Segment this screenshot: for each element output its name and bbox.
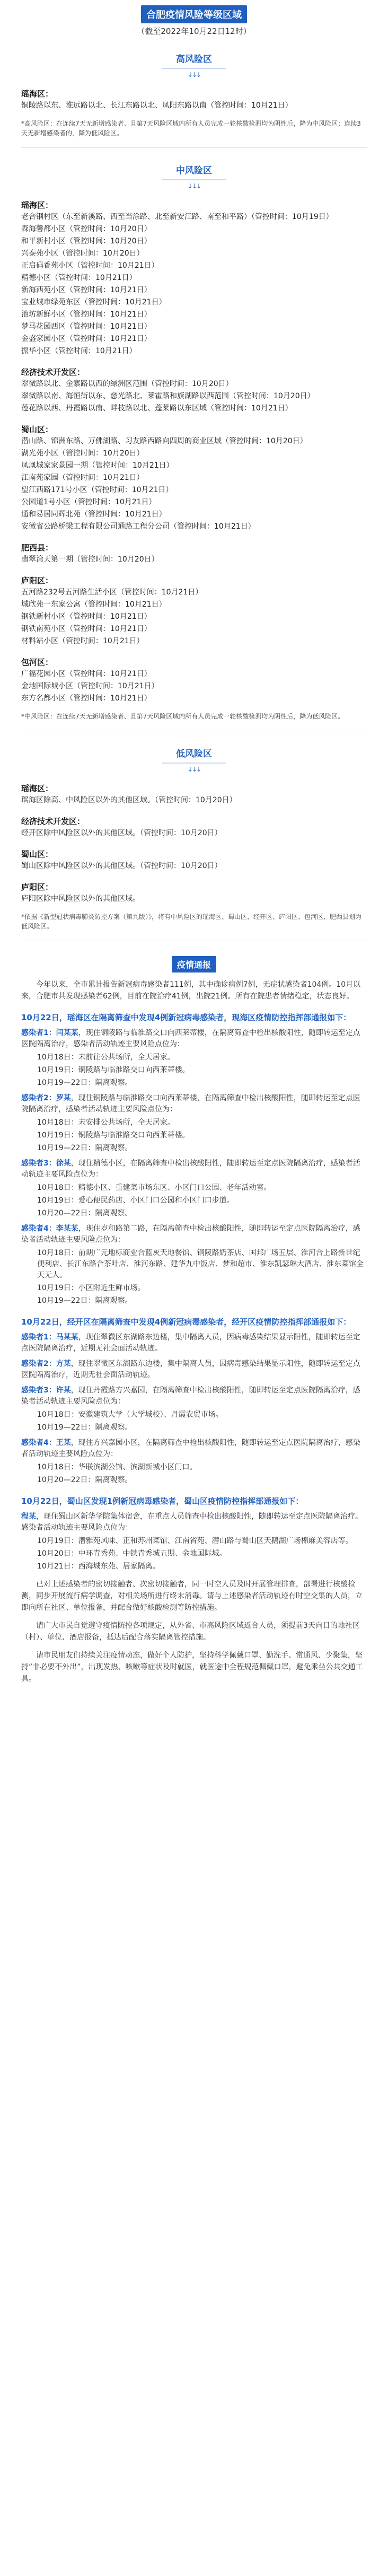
district-name: 瑶海区： bbox=[21, 200, 54, 210]
area-item: 翠微路以南、海恒街以东、慈光路北、莱霍路和旗湖路以西范围（管控时间：10月20日） bbox=[21, 392, 315, 400]
area-item: 老合钢村区（东至新溪路、西至当涂路、北至新安江路、南至和平路）（管控时间：10月19日） bbox=[21, 213, 333, 221]
case-name: 感染者4：李某某 bbox=[21, 1224, 78, 1233]
district-name: 肥西县： bbox=[21, 543, 54, 553]
case-entry bbox=[21, 1223, 367, 1246]
area-item: 翡翠湾天第一期（管控时间：10月20日） bbox=[21, 555, 159, 564]
high-risk-label: 高风险区 bbox=[176, 54, 212, 65]
track-item: 10月18日：未前往公共场所，全天居家。 bbox=[37, 1053, 175, 1062]
district-name: 蜀山区： bbox=[21, 425, 54, 434]
area-item: 金盛家园小区（管控时间：10月21日） bbox=[21, 335, 152, 343]
case-desc: ，现住铜陵路与临淮路交口向西莱蒂楼，在隔离筛查中检出核酸阳性，随即转运至定点医院隔离治疗，感染者活动轨迹主要风险点位为： bbox=[21, 1094, 360, 1114]
track-item: 10月18日：前期广元地标商业合蓝灰天地餐馆、铜陵路奶茶店、国邦广场五层、淮河合上路新世纪便利店、长江东路合茶叶店、淮河东路、建华九中饭店、梦和超市、淮东凯瑟琳大酒店、淮东菜馆全天无人。 bbox=[37, 1249, 364, 1280]
area-item: 新海西苑小区（管控时间：10月21日） bbox=[21, 286, 152, 294]
area-item: 城欣苑一东家公寓（管控时间：10月21日） bbox=[21, 600, 166, 609]
track-item: 10月20—22日：隔离观察。 bbox=[37, 1476, 133, 1484]
track-item: 10月18日：精德小区、重建菜市场东区、小区门口公园、老年活动室。 bbox=[37, 1184, 271, 1192]
area-item: 梦马花园西区（管控时间：10月21日） bbox=[21, 322, 152, 331]
chevron-down-icon: ↓↓↓ bbox=[187, 766, 201, 773]
area-item: 精德小区（管控时间：10月21日） bbox=[21, 274, 137, 282]
track-item: 10月18日：安徽建筑大学（大学城校）、丹霞农贸市场。 bbox=[37, 1410, 223, 1419]
case-entry bbox=[21, 1385, 367, 1407]
page-title: 合肥疫情风险等级区域 bbox=[141, 5, 247, 23]
track-item: 10月19—22日：隔离观察。 bbox=[37, 1423, 133, 1432]
case-desc: ，现住精德小区，在隔离筛查中检出核酸阳性，随即转运至定点医院隔离治疗，感染者活动轨迹主要风险点位为： bbox=[21, 1159, 360, 1179]
case-entry bbox=[21, 1438, 367, 1460]
area-item: 凤凰城家家景园一期（管控时间：10月21日） bbox=[21, 461, 174, 470]
low-risk-header bbox=[0, 746, 388, 773]
area-item: 兴泰苑小区（管控时间：10月20日） bbox=[21, 249, 144, 258]
case-entry bbox=[21, 1028, 367, 1050]
area-item: 五河路232号五河路生活小区（管控时间：10月21日） bbox=[21, 588, 203, 597]
low-risk-label: 低风险区 bbox=[176, 749, 212, 759]
area-item: 湖光苑小区（管控时间：10月20日） bbox=[21, 449, 144, 458]
district-name: 蜀山区： bbox=[21, 849, 54, 859]
medium-risk-label: 中风险区 bbox=[176, 165, 212, 176]
case-desc: ，现住方兴嘉园小区，在隔离筛查中检出核酸阳性，随即转运至定点医院隔离治疗，感染者活动轨迹主要风险点位为： bbox=[21, 1439, 360, 1458]
area-item: 金地国际城小区（管控时间：10月21日） bbox=[21, 682, 159, 690]
closing-paragraph: 请市民朋友们持续关注疫情动态，做好个人防护，坚持科学佩戴口罩、勤洗手、常通风、少聚集，坚持“非必要不外出”，出现发热、咳嗽等症状及时就医，就医途中全程规范佩戴口罩，避免乘坐公共交通工具。 bbox=[21, 1651, 363, 1683]
area-item: 材料站小区（管控时间：10月21日） bbox=[21, 637, 144, 645]
medium-risk-underline bbox=[162, 179, 226, 180]
section-headline: 10月22日，瑶海区在隔离筛查中发现4例新冠病毒感染者，现海区疫情防控指挥部通报如下： bbox=[21, 1013, 351, 1022]
report-header bbox=[0, 956, 388, 972]
district-name: 包河区： bbox=[21, 658, 54, 667]
high-risk-note: *高风险区：在连续7天无新增感染者、且第7天风险区域内所有人员完成一轮核酸检测均为阴性后，降为中风险区；连续3天无新增感染者的，降为低风险区。 bbox=[21, 120, 361, 137]
area-item: 安徽省公路桥梁工程有限公司通路工程分公司（管控时间：10月21日） bbox=[21, 522, 255, 531]
track-item: 10月19—22日：隔离观察。 bbox=[37, 1144, 133, 1152]
case-desc: ，现住蜀山区新华学院集体宿舍，在重点人员筛查中检出核酸阳性，随即转运至定点医院隔离治疗。感染者活动轨迹主要风险点位为： bbox=[21, 1512, 363, 1532]
track-item: 10月19日：铜陵路与临淮路交口向西莱蒂楼。 bbox=[37, 1131, 190, 1140]
case-name: 感染者2：罗某 bbox=[21, 1094, 71, 1102]
track-item: 10月19—22日：隔离观察。 bbox=[37, 1079, 133, 1087]
area-item: 广福花园小区（管控时间：10月21日） bbox=[21, 670, 152, 678]
area-item: 瑶海区除高、中风险区以外的其他区域。（管控时间：10月20日） bbox=[21, 796, 237, 804]
case-name: 感染者4：王某 bbox=[21, 1439, 71, 1447]
case-desc: ，现住岁和路第二路，在隔离筛查中检出核酸阳性，随即转运至定点医院隔离治疗，感染者活动轨迹主要风险点位为： bbox=[21, 1224, 360, 1244]
track-item: 10月18日：未安排公共场所，全天居家。 bbox=[37, 1118, 175, 1127]
medium-risk-header bbox=[0, 163, 388, 190]
closing-paragraph: 已对上述感染者的密切接触者、次密切接触者，同一时空人员及时开展管理排查，部署进行核酸检测，同步开展流行病学调查，对相关场所进行终末消毒。请与上述感染者活动轨迹有时空交集的人员，立即向所在社区、单位报备，并配合做好核酸检测等防控措施。 bbox=[21, 1580, 363, 1612]
area-item: 蜀山区除中风险区以外的其他区域。（管控时间：10月20日） bbox=[21, 862, 222, 870]
district-name: 经济技术开发区： bbox=[21, 817, 85, 826]
track-item: 10月19日：爱心便民药店、小区门口公园和小区门口步道。 bbox=[37, 1196, 234, 1205]
high-risk-list bbox=[0, 88, 388, 111]
case-entry bbox=[21, 1511, 367, 1534]
area-item: 钢铁新村小区（管控时间：10月21日） bbox=[21, 612, 152, 621]
report-badge: 疫情通报 bbox=[172, 956, 216, 972]
area-item: 通和易居同辉北苑（管控时间：10月21日） bbox=[21, 510, 166, 519]
district-name: 庐阳区： bbox=[21, 576, 54, 585]
case-name: 感染者3：许某 bbox=[21, 1386, 71, 1395]
report-intro: 今年以来，全市累计报告新冠病毒感染者111例，其中确诊病例7例，无症状感染者104例。10月以来，合肥市共发现感染者62例，目前在院治疗41例，出院21例。所有在院患者情绪稳定，状态良好。 bbox=[21, 980, 361, 1001]
track-item: 10月20日：中环青秀苑、中铁青秀城五期、金地国际城。 bbox=[37, 1549, 227, 1558]
low-risk-list bbox=[0, 783, 388, 905]
case-desc: ，现住丹霞路方兴嘉园，在隔离筛查中检出核酸阳性，随即转运至定点医院隔离治疗，感染者活动轨迹主要风险点位为： bbox=[21, 1386, 360, 1406]
area-item: 潜山路、锦洲东路、万佛湖路、习友路西路向四周的商业区域（管控时间：10月20日） bbox=[21, 437, 307, 445]
case-name: 感染者1：闫某某 bbox=[21, 1029, 78, 1037]
high-risk-header bbox=[0, 51, 388, 78]
area-item: 翠微路以北、金寨路以西的绿洲区范围（管控时间：10月20日） bbox=[21, 380, 233, 388]
area-item: 宝业城市绿苑东区（管控时间：10月21日） bbox=[21, 298, 166, 306]
section-headline: 10月22日，经开区在隔离筛查中发现4例新冠病毒感染者，经开区疫情防控指挥部通报如下： bbox=[21, 1317, 351, 1327]
case-entry bbox=[21, 1093, 367, 1115]
medium-risk-list bbox=[0, 199, 388, 704]
track-item: 10月19日：铜陵路与临淮路交口向西莱蒂楼。 bbox=[37, 1066, 190, 1074]
divider bbox=[21, 147, 367, 148]
area-item: 望江西路171号小区（管控时间：10月21日） bbox=[21, 486, 173, 494]
track-item: 10月19日：小区附近生鲜市场。 bbox=[37, 1284, 145, 1292]
high-risk-underline bbox=[162, 68, 226, 69]
area-item: 东方名都小区（管控时间：10月21日） bbox=[21, 694, 152, 703]
chevron-down-icon: ↓↓↓ bbox=[187, 71, 201, 78]
area-item: 和平新村小区（管控时间：10月20日） bbox=[21, 237, 152, 246]
page-subtitle: （截至2022年10月22日12时） bbox=[137, 27, 251, 36]
case-entry bbox=[21, 1158, 367, 1180]
low-risk-note: *依据《新型冠状病毒肺炎防控方案（第九版）》，将有中风险区的瑶海区、蜀山区、经开区、庐阳区、包河区、肥西县划为低风险区。 bbox=[21, 913, 362, 930]
area-item: 铜陵路以东、淮远路以北、长江东路以北、凤阳东路以南（管控时间：10月21日） bbox=[21, 101, 293, 110]
track-item: 10月19—22日：隔离观察。 bbox=[37, 1296, 133, 1305]
area-item: 振华小区（管控时间：10月21日） bbox=[21, 347, 137, 355]
case-name: 程某 bbox=[21, 1512, 36, 1521]
area-item: 江南苑家园（管控时间：10月21日） bbox=[21, 474, 144, 482]
district-name: 经济技术开发区： bbox=[21, 367, 85, 377]
area-item: 庐阳区除中风险区以外的其他区域。 bbox=[21, 895, 140, 903]
low-risk-underline bbox=[162, 763, 226, 764]
track-item: 10月21日：西海城东苑、居家隔离。 bbox=[37, 1562, 160, 1571]
area-item: 池坊新鲜小区（管控时间：10月21日） bbox=[21, 310, 152, 319]
area-item: 正启码香苑小区（管控时间：10月21日） bbox=[21, 261, 159, 270]
case-name: 感染者2：方某 bbox=[21, 1360, 71, 1368]
closing-paragraph: 请广大市民自觉遵守疫情防控各项规定，从外省、市高风险区域返合人员，须提前3天向目的地社区（村）、单位、酒店报备，抵达后配合落实隔离管控措施。 bbox=[21, 1622, 360, 1642]
district-name: 瑶海区： bbox=[21, 784, 54, 793]
district-name: 瑶海区： bbox=[21, 89, 54, 99]
case-name: 感染者3：徐某 bbox=[21, 1159, 71, 1168]
section-headline: 10月22日，蜀山区发现1例新冠病毒感染者，蜀山区疫情防控指挥部通报如下： bbox=[21, 1496, 304, 1506]
area-item: 森海馨都小区（管控时间：10月20日） bbox=[21, 225, 152, 233]
case-entry bbox=[21, 1332, 367, 1354]
case-entry bbox=[21, 1359, 367, 1381]
case-desc: ，现住铜陵路与临淮路交口向西莱蒂楼，在隔离筛查中检出核酸阳性，随即转运至定点医院隔离治疗，感染者活动轨迹主要风险点位为： bbox=[21, 1029, 360, 1048]
case-name: 感染者1：马某某 bbox=[21, 1333, 78, 1342]
header bbox=[0, 0, 388, 37]
area-item: 莲花路以西、丹霞路以南、畔枝路以北、蓬莱路以东区域（管控时间：10月21日） bbox=[21, 404, 293, 413]
area-item: 经开区除中风险区以外的其他区域。（管控时间：10月20日） bbox=[21, 829, 222, 837]
case-desc: ，现住翠微区东湖路东边楼，集中隔离人员，因病毒感染结果显示阳性，随即转运至定点医院隔离治疗，近期无社会面活动轨迹。 bbox=[21, 1360, 360, 1379]
track-item: 10月18日：华联滨湖公馆、滨湖新城小区门口。 bbox=[37, 1463, 197, 1471]
area-item: 公园道1号小区（管控时间：10月21日） bbox=[21, 498, 156, 506]
track-item: 10月20—22日：隔离观察。 bbox=[37, 1209, 133, 1217]
track-item: 10月19日：潜雅苑风味、正和苏州菜馆、江南省苑、潜山路与蜀山区天鹅湖广场棉麻美容店等。 bbox=[37, 1537, 353, 1545]
area-item: 钢铁南苑小区（管控时间：10月21日） bbox=[21, 625, 152, 633]
district-name: 庐阳区： bbox=[21, 882, 54, 892]
chevron-down-icon: ↓↓↓ bbox=[187, 182, 201, 190]
medium-risk-note: *中风险区：在连续7天无新增感染者、且第7天风险区域内所有人员完成一轮核酸检测均为阴性后，降为低风险区。 bbox=[21, 713, 345, 720]
case-desc: ，现住翠微区东湖路东边楼，集中隔离人员，因病毒感染结果显示阳性，随即转运至定点医院隔离治疗，近期无社会面活动轨迹。 bbox=[21, 1333, 360, 1353]
